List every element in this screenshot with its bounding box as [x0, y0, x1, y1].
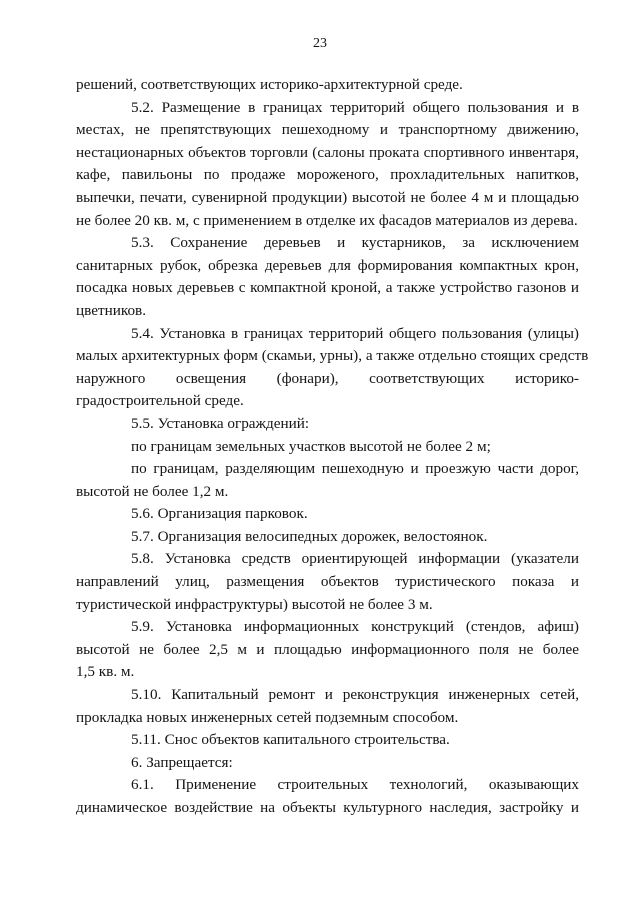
text-line: 5.7. Организация велосипедных дорожек, велостоянок. — [131, 527, 488, 545]
text-line: градостроительной среде. — [76, 392, 244, 410]
text-line: 5.11. Снос объектов капитального строительства. — [131, 731, 450, 749]
text-line: посадка новых деревьев с компактной кроной, а также устройство газонов и — [76, 279, 579, 297]
text-line: 1,5 кв. м. — [76, 663, 135, 681]
text-line: динамическое воздействие на объекты культурного наследия, застройку и — [76, 799, 579, 816]
text-line: направлений улиц, размещения объектов туристического показа и — [76, 573, 579, 591]
text-line: туристической инфраструктуры) высотой не более 3 м. — [76, 595, 433, 613]
text-line: 6.1. Применение строительных технологий, оказывающих — [131, 776, 579, 794]
text-line: санитарных рубок, обрезка деревьев для формирования компактных крон, — [76, 256, 579, 274]
text-line: местах, не препятствующих пешеходному и транспортному движению, — [76, 121, 579, 139]
text-line: нестационарных объектов торговли (салоны проката спортивного инвентаря, — [76, 143, 579, 161]
page-number: 23 — [313, 36, 327, 51]
text-line: цветников. — [76, 301, 147, 319]
text-line: 5.10. Капитальный ремонт и реконструкция инженерных сетей, — [131, 686, 579, 704]
text-line: 6. Запрещается: — [131, 753, 233, 771]
text-line: наружного освещения (фонари), соответствующих историко- — [76, 369, 579, 387]
text-line: высотой не более 1,2 м. — [76, 482, 229, 500]
text-line: 5.9. Установка информационных конструкций (стендов, афиш) — [131, 618, 579, 636]
text-line: 5.6. Организация парковок. — [131, 505, 308, 523]
text-line: 5.4. Установка в границах территорий общего пользования (улицы) — [131, 324, 579, 342]
text-line: высотой не более 2,5 м и площадью информационного поля не более — [76, 640, 579, 658]
text-line: выпечки, печати, сувенирной продукции) высотой не более 4 м и площадью — [76, 188, 579, 206]
text-line: прокладка новых инженерных сетей подземным способом. — [76, 708, 459, 726]
text-line: решений, соответствующих историко-архитектурной среде. — [76, 76, 463, 93]
text-line: 5.8. Установка средств ориентирующей информации (указатели — [131, 550, 579, 568]
text-line: по границам, разделяющим пешеходную и проезжую части дорог, — [131, 460, 579, 478]
text-line: кафе, павильоны по продаже мороженого, прохладительных напитков, — [76, 166, 579, 184]
text-line: 5.5. Установка ограждений: — [131, 414, 310, 432]
text-line: 5.2. Размещение в границах территорий общего пользования и в — [131, 98, 579, 116]
document-body — [76, 74, 589, 820]
text-line: по границам земельных участков высотой не более 2 м; — [131, 437, 491, 455]
text-line: не более 20 кв. м, с применением в отделке их фасадов материалов из дерева. — [76, 211, 578, 229]
text-line: 5.3. Сохранение деревьев и кустарников, за исключением — [131, 234, 579, 252]
text-line: малых архитектурных форм (скамьи, урны), а также отдельно стоящих средств — [76, 347, 589, 365]
